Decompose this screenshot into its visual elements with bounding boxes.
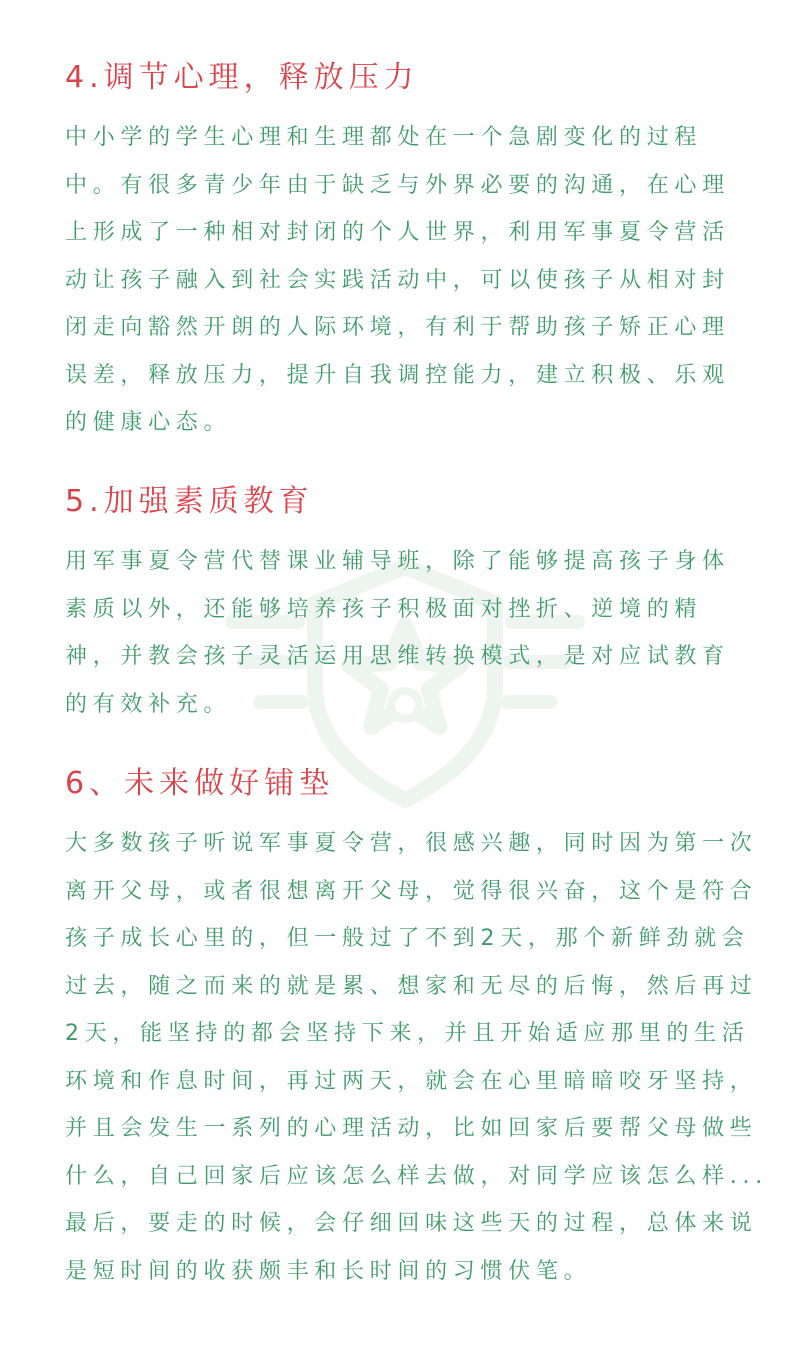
section-paragraph bbox=[65, 820, 768, 1295]
section-future-groundwork bbox=[65, 766, 768, 1295]
section-quality-education bbox=[65, 484, 765, 728]
paragraph-line: 素质以外，还能够培养孩子积极面对挫折、逆境的精 bbox=[65, 596, 703, 622]
paragraph-line: 是短时间的收获颇丰和长时间的习惯伏笔。 bbox=[65, 1258, 592, 1284]
paragraph-line: 用军事夏令营代替课业辅导班，除了能够提高孩子身体 bbox=[65, 549, 730, 574]
paragraph-line: 环境和作息时间，再过两天，就会在心里暗暗咬牙坚持， bbox=[65, 1068, 758, 1094]
paragraph-line: 的健康心态。 bbox=[65, 410, 232, 435]
section-paragraph bbox=[65, 538, 765, 728]
paragraph-line: 2天，能坚持的都会坚持下来，并且开始适应那里的生活 bbox=[65, 1021, 750, 1046]
section-heading: 5.加强素质教育 bbox=[65, 484, 314, 519]
paragraph-line: 误差，释放压力，提升自我调控能力，建立积极、乐观 bbox=[65, 362, 730, 388]
paragraph-line: 上形成了一种相对封闭的个人世界，利用军事夏令营活 bbox=[65, 220, 730, 245]
paragraph-line: 中。有很多青少年由于缺乏与外界必要的沟通，在心理 bbox=[65, 172, 730, 198]
paragraph-line: 什么，自己回家后应该怎么样去做，对同学应该怎么样... bbox=[65, 1163, 768, 1189]
paragraph-line: 动让孩子融入到社会实践活动中，可以使孩子从相对封 bbox=[65, 267, 730, 293]
paragraph-line: 大多数孩子听说军事夏令营，很感兴趣，同时因为第一次 bbox=[65, 831, 758, 856]
section-psychology bbox=[65, 60, 765, 447]
section-heading: 4.调节心理，释放压力 bbox=[65, 60, 419, 95]
section-paragraph bbox=[65, 114, 765, 447]
paragraph-line: 的有效补充。 bbox=[65, 691, 232, 717]
paragraph-line: 神，并教会孩子灵活运用思维转换模式，是对应试教育 bbox=[65, 644, 730, 669]
paragraph-line: 过去，随之而来的就是累、想家和无尽的后悔，然后再过 bbox=[65, 973, 758, 999]
paragraph-line: 闭走向豁然开朗的人际环境，有利于帮助孩子矫正心理 bbox=[65, 315, 730, 340]
paragraph-line: 离开父母，或者很想离开父母，觉得很兴奋，这个是符合 bbox=[65, 878, 758, 904]
paragraph-line: 孩子成长心里的，但一般过了不到2天，那个新鲜劲就会 bbox=[65, 926, 750, 951]
paragraph-line: 中小学的学生心理和生理都处在一个急剧变化的过程 bbox=[65, 125, 703, 150]
paragraph-line: 最后，要走的时候，会仔细回味这些天的过程，总体来说 bbox=[65, 1211, 758, 1236]
section-heading: 6、未来做好铺垫 bbox=[65, 766, 335, 801]
paragraph-line: 并且会发生一系列的心理活动，比如回家后要帮父母做些 bbox=[65, 1116, 758, 1141]
